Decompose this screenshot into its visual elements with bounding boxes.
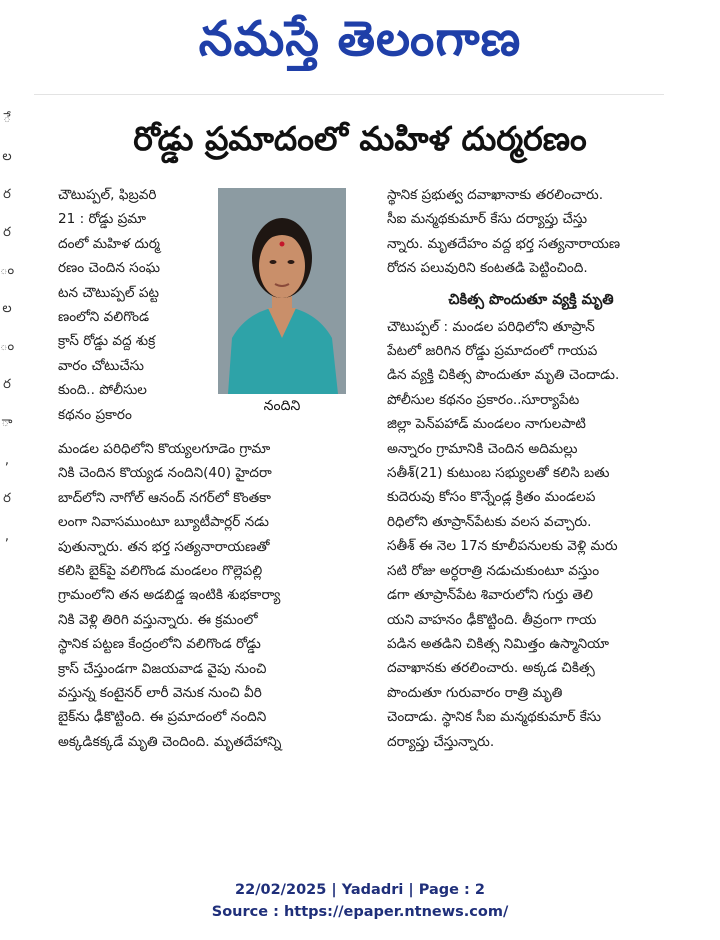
edge-fragment: ర [3, 377, 11, 392]
edge-fragment: ా [1, 415, 13, 430]
text-line: పడిన అతడిని చికిత్స నిమిత్తం ఉస్మానియా [387, 635, 610, 652]
article-column-left [58, 437, 358, 754]
text-line: కుంది.. పోలీసుల [58, 382, 147, 399]
person-photo [218, 188, 346, 394]
text-line: పొందుతూ గురువారం రాత్రి మృతి [387, 684, 563, 701]
photo-caption: నందిని [263, 398, 301, 414]
text-line: రణం చెందిన సంఘ [58, 260, 161, 277]
footer-source-line: Source : https://epaper.ntnews.com/ [211, 904, 509, 920]
text-line: క్రాస్ చేస్తుండగా విజయవాడ వైపు నుంచి [58, 660, 267, 677]
edge-fragment: ే [3, 111, 11, 126]
text-line: డిన వ్యక్తి చికిత్స పొందుతూ మృతి చెందాడు. [387, 367, 620, 384]
text-line: పేటలో జరిగిన రోడ్డు ప్రమాదంలో గాయప [387, 343, 598, 360]
text-line: డగా తూప్రాన్‌పేట శివారులోని గుర్తు తెలి [387, 587, 593, 604]
text-line: లంగా నివాసముంటూ బ్యూటీపార్లర్ నడు [58, 514, 269, 531]
text-line: రోదన పలువురిని కంటతడి పెట్టించింది. [387, 260, 588, 277]
text-line: పుతున్నారు. తన భర్త సత్యనారాయణతో [58, 538, 270, 555]
sub-article-body [387, 315, 675, 754]
edge-fragment: ర [3, 225, 11, 240]
header-divider [34, 94, 664, 95]
article-column-left-top [58, 183, 210, 427]
text-line: న్నారు. మృతదేహం వద్ద భర్త సత్యనారాయణ [387, 235, 621, 252]
footer-date-line: 22/02/2025 | Yadadri | Page : 2 [235, 882, 485, 898]
text-line: ణంలోని వలిగొండ [58, 309, 150, 326]
edge-fragment: ల [2, 149, 12, 164]
edge-fragment: ం [0, 263, 14, 278]
text-line: పోలీసుల కథనం ప్రకారం..సూర్యాపేట [387, 391, 580, 408]
text-line: అక్కడికక్కడే మృతి చెందింది. మృతదేహాన్ని [58, 733, 282, 750]
edge-fragment: ర [3, 187, 11, 202]
newspaper-masthead: నమస్తే తెలంగాణ [198, 11, 522, 67]
text-line: నికి వెళ్లి తిరిగి వస్తున్నారు. ఈ క్రమంలో [58, 611, 258, 628]
text-line: చౌటుప్పల్ : మండల పరిధిలోని తూప్రాన్ [387, 318, 595, 335]
text-line: సటి రోజు అర్ధరాత్రి నడుచుకుంటూ వస్తుం [387, 562, 600, 579]
text-line: సీఐ మన్మథకుమార్ కేసు దర్యాప్తు చేస్తు [387, 211, 588, 228]
text-line: గ్రామంలోని తన అడబిడ్డ ఇంటికి శుభకార్యా [58, 587, 281, 604]
edge-fragment: ల [2, 301, 12, 316]
text-line: క్రాస్ రోడ్డు వద్ద శుక్ర [58, 333, 156, 350]
text-line: యని వాహనం ఢీకొట్టింది. తీవ్రంగా గాయ [387, 611, 597, 628]
text-line: బాద్‌లోని నాగోల్ ఆనంద్ నగర్‌లో కొంతకా [58, 489, 271, 506]
edge-fragment: , [4, 453, 10, 468]
text-line: దంలో మహిళ దుర్మ [58, 235, 160, 252]
text-line: టన చౌటుప్పల్ పట్ట [58, 284, 160, 301]
text-line: స్థానిక పట్టణ కేంద్రంలోని వలిగొండ రోడ్డు [58, 636, 261, 653]
text-line: సతీశ్ ఈ నెల 17న కూలీపనులకు వెళ్లి మరు [387, 538, 618, 555]
text-line: చౌటుప్పల్, ఫిబ్రవరి [58, 187, 157, 203]
text-line: వారం చోటుచేసు [58, 357, 144, 374]
text-line: మండల పరిధిలోని కొయ్యలగూడెం గ్రామా [58, 441, 271, 457]
text-line: కుదెరువు కోసం కొన్నేండ్ల క్రితం మండలప [387, 489, 596, 506]
edge-fragment: ర [3, 491, 11, 506]
article-column-right [387, 183, 675, 754]
text-line: స్థానిక ప్రభుత్వ దవాఖానాకు తరలించారు. [387, 187, 604, 203]
text-line: సతీశ్(21) కుటుంబ సభ్యులతో కలిసి బతు [387, 465, 610, 482]
text-line: జిల్లా పెన్‌పహాడ్ మండలం నాగులపాటి [387, 416, 586, 433]
text-line: దర్యాప్తు చేస్తున్నారు. [387, 733, 495, 750]
text-line: బైక్‌ను ఢీకొట్టింది. ఈ ప్రమాదంలో నందిని [58, 709, 267, 726]
text-line: కలిసి బైక్‌పై వలిగొండ మండలం గొల్లెపల్లి [58, 563, 263, 580]
adjacent-column-fragments [0, 100, 14, 860]
text-line: చెందాడు. స్థానిక సీఐ మన్మథకుమార్ కేసు [387, 709, 602, 726]
sub-article-heading: చికిత్స పొందుతూ వ్యక్తి మృతి [448, 291, 614, 308]
text-line: అన్నారం గ్రామానికి చెందిన అదిమల్లు [387, 440, 578, 457]
article-headline: రోడ్డు ప్రమాదంలో మహిళ దుర్మరణం [133, 119, 587, 158]
text-line: 21 : రోడ్డు ప్రమా [58, 211, 147, 228]
text-line: రిధిలోని తూప్రాన్‌పేటకు వలస వచ్చారు. [387, 513, 592, 530]
portrait-image [218, 188, 346, 394]
text-line: దవాఖానకు తరలించారు. అక్కడ చికిత్స [387, 660, 595, 677]
edge-fragment: , [4, 529, 10, 544]
text-line: వస్తున్న కంటైనర్ లారీ వెనుక నుంచి వీరి [58, 685, 262, 702]
text-line: కథనం ప్రకారం [58, 406, 132, 423]
article-paragraph-end [387, 183, 675, 281]
edge-fragment: ం [0, 339, 14, 354]
text-line: నికి చెందిన కొయ్యడ నందిని(40) హైదరా [58, 465, 272, 482]
